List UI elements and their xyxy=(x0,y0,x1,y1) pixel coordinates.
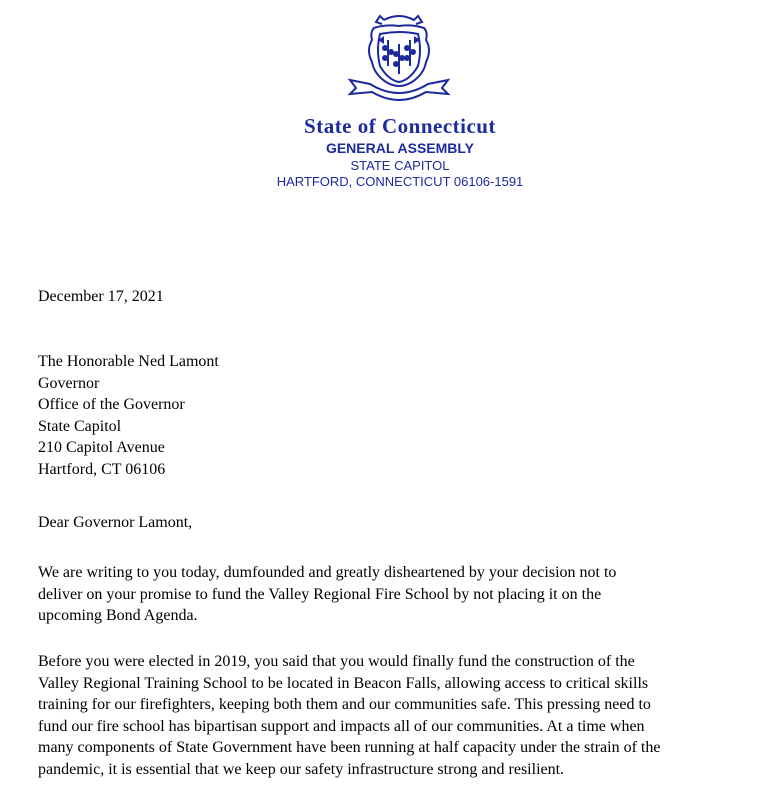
paragraph-line: training for our firefighters, keeping both them and our communities safe. This pressing need to xyxy=(38,696,651,713)
paragraph-1 xyxy=(38,562,616,627)
letterhead-address: HARTFORD, CONNECTICUT 06106-1591 xyxy=(276,174,524,189)
recipient-line: Governor xyxy=(38,374,100,392)
recipient-line: 210 Capitol Avenue xyxy=(38,439,165,456)
paragraph-line: fund our fire school has bipartisan support and impacts all of our communities. At a time when xyxy=(38,717,645,735)
salutation: Dear Governor Lamont, xyxy=(38,514,193,531)
paragraph-line: Valley Regional Training School to be located in Beacon Falls, allowing access to critical skills xyxy=(38,674,649,692)
paragraph-line: pandemic, it is essential that we keep our safety infrastructure strong and resilient. xyxy=(38,760,565,778)
letter-date: December 17, 2021 xyxy=(38,288,164,305)
state-seal-icon xyxy=(340,10,458,110)
recipient-line: Office of the Governor xyxy=(38,396,185,413)
recipient-line: The Honorable Ned Lamont xyxy=(38,353,219,370)
paragraph-2 xyxy=(38,651,660,780)
recipient-address xyxy=(38,351,219,480)
state-capitol: STATE CAPITOL xyxy=(350,158,450,173)
state-title: State of Connecticut xyxy=(304,114,496,138)
recipient-line: State Capitol xyxy=(38,417,122,435)
paragraph-line: many components of State Government have been running at half capacity under the strain of the xyxy=(38,739,661,756)
recipient-line: Hartford, CT 06106 xyxy=(38,460,166,478)
paragraph-line: Before you were elected in 2019, you said that you would finally fund the construction of the xyxy=(38,653,635,670)
paragraph-line: We are writing to you today, dumfounded and greatly disheartened by your decision not to xyxy=(38,564,617,581)
general-assembly: GENERAL ASSEMBLY xyxy=(325,140,475,156)
paragraph-line: deliver on your promise to fund the Valley Regional Fire School by not placing it on the xyxy=(38,585,602,603)
paragraph-line: upcoming Bond Agenda. xyxy=(38,607,198,624)
